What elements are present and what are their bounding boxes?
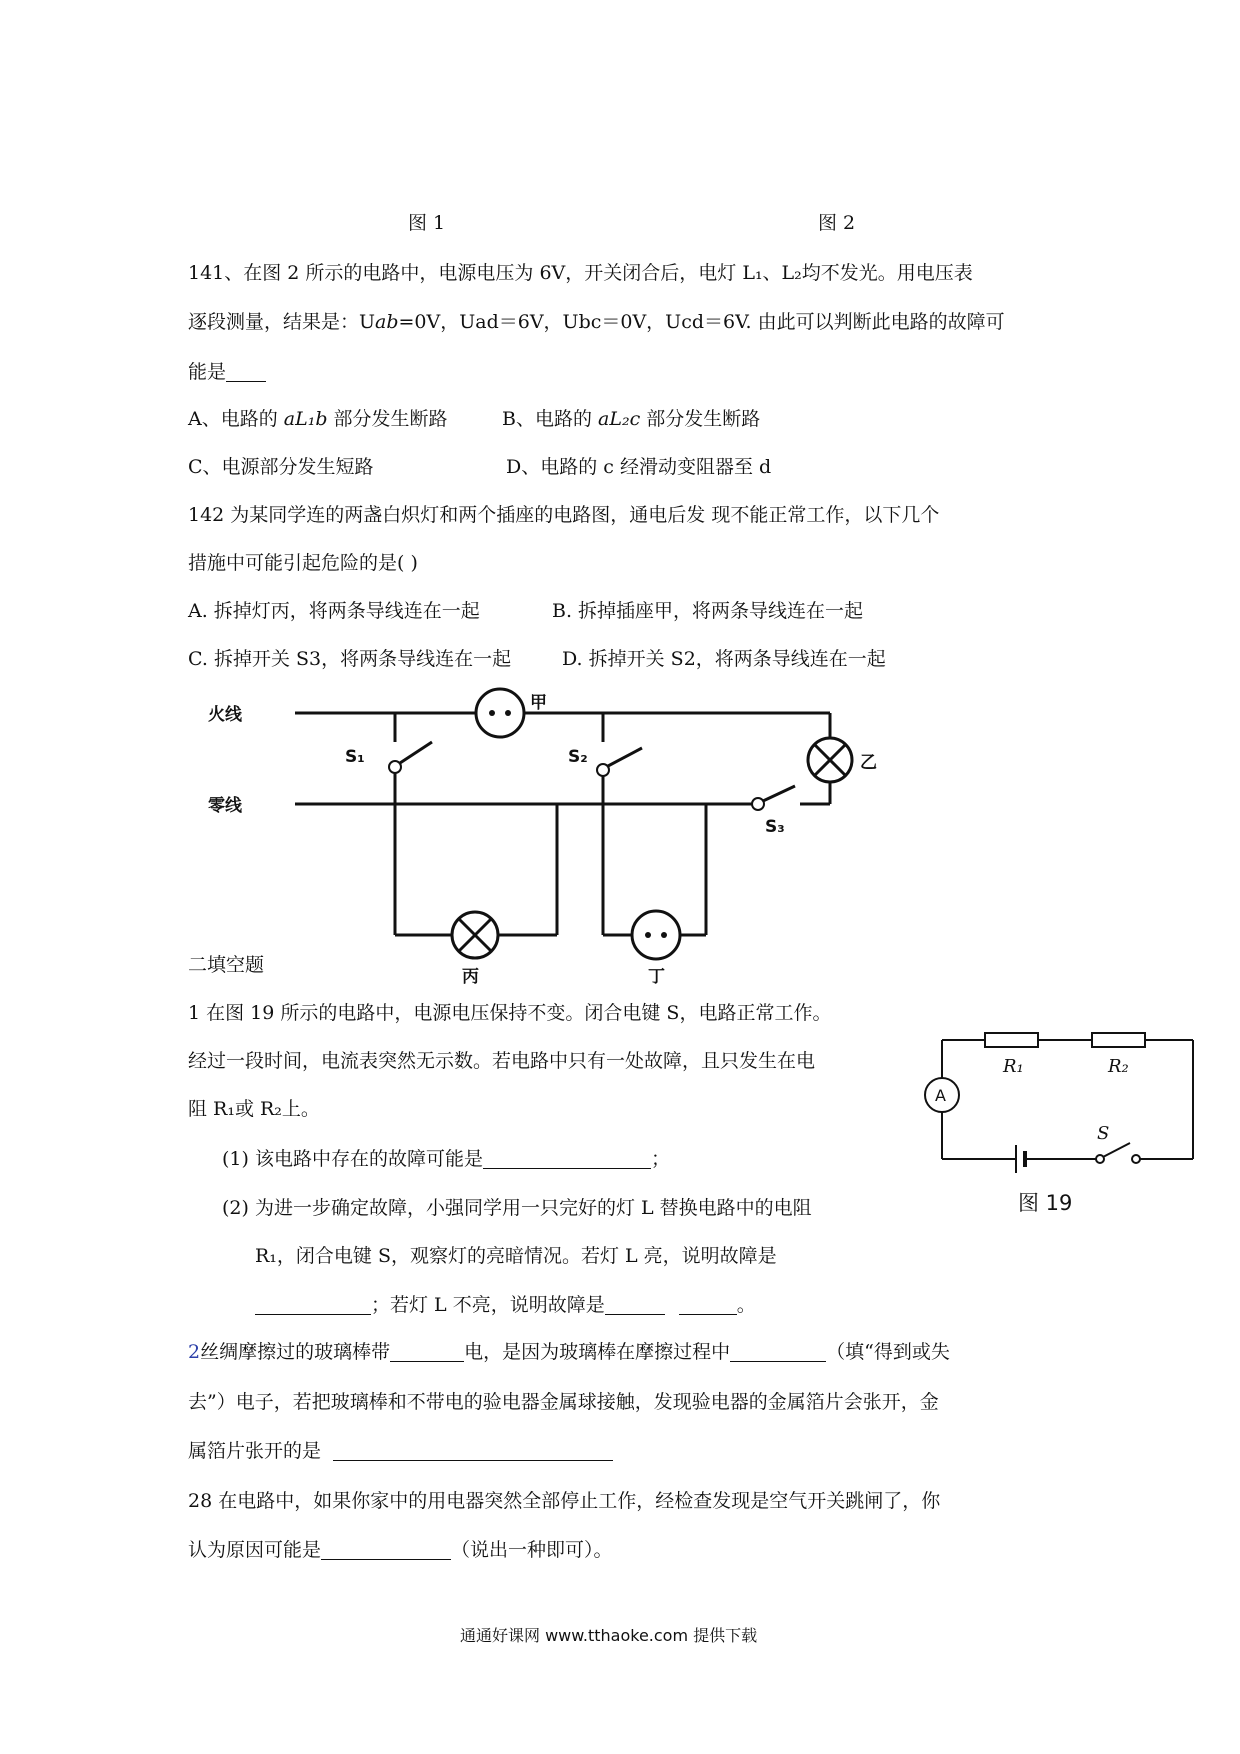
- fill2-line3: 属箔片张开的是: [188, 1438, 613, 1464]
- q142-option-b: B. 拆掉插座甲，将两条导线连在一起: [552, 600, 864, 622]
- footer-text: 通通好课网 www.tthaoke.com 提供下载: [460, 1626, 758, 1645]
- q142-line1: 142 为某同学连的两盏白炽灯和两个插座的电路图，通电后发 现不能正常工作，以下几个: [188, 504, 940, 526]
- live-wire-label: 火线: [208, 705, 242, 725]
- s3-label: S₃: [765, 817, 785, 837]
- yi-label: 乙: [860, 753, 877, 773]
- fill28-line2: 认为原因可能是 （说出一种即可）。: [188, 1539, 613, 1561]
- fill1-sub2-line2: R₁，闭合电键 S，观察灯的亮暗情况。若灯 L 亮，说明故障是: [255, 1245, 777, 1267]
- jia-label: 甲: [530, 693, 547, 713]
- q142-option-c: C. 拆掉开关 S3，将两条导线连在一起: [188, 648, 512, 670]
- neutral-wire-label: 零线: [208, 796, 242, 816]
- q142-option-d: D. 拆掉开关 S2，将两条导线连在一起: [562, 648, 886, 670]
- fill1-sub2-line1: (2) 为进一步确定故障，小强同学用一只完好的灯 L 替换电路中的电阻: [222, 1197, 812, 1219]
- switch-label: S: [1097, 1123, 1110, 1144]
- fill28-line1: 28 在电路中，如果你家中的用电器突然全部停止工作，经检查发现是空气开关跳闸了，你: [188, 1490, 941, 1512]
- q141-option-b: B、电路的 aL₂c 部分发生断路: [502, 408, 761, 430]
- fill2-line1: 2丝绸摩擦过的玻璃棒带 电，是因为玻璃棒在摩擦过程中 （填“得到或失: [188, 1341, 950, 1363]
- figure-19-caption: 图 19: [1018, 1191, 1073, 1215]
- q141-option-d: D、电路的 c 经滑动变阻器至 d: [506, 456, 772, 478]
- q141-line2: 逐段测量，结果是：Uab=0V，Uad＝6V，Ubc＝0V，Ucd＝6V. 由此可以判断此电路的故障可: [188, 311, 1005, 333]
- fill1-sub2-line3: ；若灯 L 不亮，说明故障是 。: [255, 1292, 756, 1318]
- q142-line2: 措施中可能引起危险的是( ): [188, 552, 418, 574]
- figure-1-label: 图 1: [408, 212, 446, 234]
- q141-option-c: C、电源部分发生短路: [188, 456, 374, 478]
- switch-s: [1096, 1143, 1140, 1163]
- r2-label: R₂: [1108, 1056, 1129, 1077]
- resistor-r1: [985, 1033, 1038, 1047]
- fill2-line2: 去”）电子，若把玻璃棒和不带电的验电器金属球接触，发现验电器的金属箔片会张开，金: [188, 1391, 939, 1413]
- ding-label: 丁: [648, 967, 665, 987]
- s2-label: S₂: [568, 747, 588, 767]
- resistor-r2: [1092, 1033, 1145, 1047]
- figure-2-label: 图 2: [818, 212, 856, 234]
- fill1-line1: 1 在图 19 所示的电路中，电源电压保持不变。闭合电键 S，电路正常工作。: [188, 1002, 832, 1024]
- answer-blank[interactable]: [321, 1539, 451, 1560]
- fill1-line3: 阻 R₁或 R₂上。: [188, 1098, 320, 1120]
- answer-blank[interactable]: [333, 1440, 613, 1461]
- ammeter-label: A: [935, 1086, 946, 1105]
- r1-label: R₁: [1003, 1056, 1024, 1077]
- battery: [1016, 1145, 1025, 1173]
- q142-option-a: A. 拆掉灯丙，将两条导线连在一起: [188, 600, 480, 622]
- q141-option-a: A、电路的 aL₁b 部分发生断路: [188, 408, 448, 430]
- answer-blank[interactable]: [390, 1341, 464, 1362]
- q141-line1: 141、在图 2 所示的电路中，电源电压为 6V，开关闭合后，电灯 L₁、L₂均不发光。用电压表: [188, 262, 973, 284]
- fill1-line2: 经过一段时间，电流表突然无示数。若电路中只有一处故障，且只发生在电: [188, 1050, 816, 1072]
- answer-blank[interactable]: [730, 1341, 826, 1362]
- bing-label: 丙: [462, 967, 479, 987]
- fill1-sub1: (1) 该电路中存在的故障可能是 ；: [222, 1148, 670, 1170]
- s1-label: S₁: [345, 747, 365, 767]
- section-title: 二填空题: [188, 954, 265, 976]
- q141-line3: 能是: [188, 359, 266, 385]
